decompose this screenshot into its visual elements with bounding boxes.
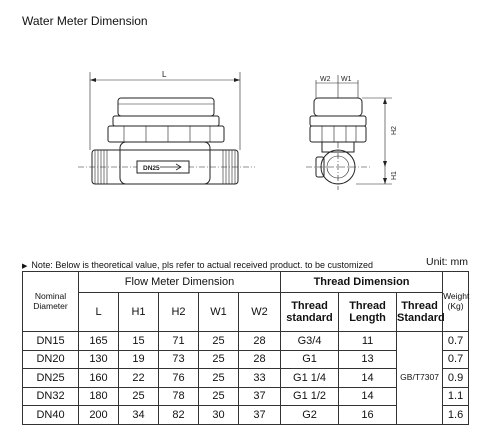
cell-h1: 19 [119,350,159,369]
cell-length: 14 [339,369,397,388]
cell-length: 14 [339,387,397,406]
cell-dn: DN15 [23,332,79,351]
triangle-icon: ▶ [22,263,28,270]
cell-dn: DN40 [23,406,79,425]
cell-w2: 37 [239,387,281,406]
col-thread-standard-type: Thread Standard [397,293,443,332]
cell-h2: 71 [159,332,199,351]
col-l: L [79,293,119,332]
cell-l: 180 [79,387,119,406]
cell-l: 130 [79,350,119,369]
note-text: Note: Below is theoretical value, pls refer to actual received product. to be customized [31,260,374,270]
cell-dn: DN32 [23,387,79,406]
cell-weight: 0.7 [443,332,469,351]
cell-thread: G1 1/4 [281,369,339,388]
cell-h2: 76 [159,369,199,388]
cell-h2: 73 [159,350,199,369]
col-thread-length: Thread Length [339,293,397,332]
cell-w1: 25 [199,350,239,369]
cell-w2: 28 [239,332,281,351]
cell-weight: 1.6 [443,406,469,425]
cell-h1: 34 [119,406,159,425]
table-row [23,332,469,351]
cell-length: 16 [339,406,397,425]
unit-label: Unit: mm [426,256,468,268]
cell-w1: 25 [199,369,239,388]
cell-h1: 25 [119,387,159,406]
cell-w1: 25 [199,387,239,406]
cell-h1: 22 [119,369,159,388]
page-title: Water Meter Dimension [22,14,148,28]
cell-h2: 78 [159,387,199,406]
cell-dn: DN25 [23,369,79,388]
cell-weight: 1.1 [443,387,469,406]
h2-label: H2 [391,126,398,135]
cell-l: 165 [79,332,119,351]
w1-label: W1 [341,76,352,83]
col-w1: W1 [199,293,239,332]
cell-thread: G3/4 [281,332,339,351]
note [22,260,373,270]
col-thread-standard: Thread standard [281,293,339,332]
cell-h1: 15 [119,332,159,351]
cell-l: 200 [79,406,119,425]
cell-thread: G2 [281,406,339,425]
col-h1: H1 [119,293,159,332]
cell-dn: DN20 [23,350,79,369]
cell-weight: 0.9 [443,369,469,388]
thread-dimension-header: Thread Dimension [281,272,443,293]
technical-drawing [0,40,500,250]
cell-weight: 0.7 [443,350,469,369]
cell-h2: 82 [159,406,199,425]
cell-w2: 28 [239,350,281,369]
cell-standard: GB/T7307 [397,332,443,425]
h1-label: H1 [391,171,398,180]
cell-w1: 30 [199,406,239,425]
cell-thread: G1 [281,350,339,369]
dimension-table [22,271,469,425]
length-label: L [162,70,167,79]
nominal-diameter-header: Nominal Diameter [23,272,79,332]
note-row [22,256,468,272]
col-w2: W2 [239,293,281,332]
flow-meter-dimension-header: Flow Meter Dimension [79,272,281,293]
weight-header: Weight (Kg) [443,272,469,332]
cell-w2: 33 [239,369,281,388]
body-marking: DN25 [143,165,160,172]
cell-length: 13 [339,350,397,369]
cell-w1: 25 [199,332,239,351]
cell-w2: 37 [239,406,281,425]
cell-length: 11 [339,332,397,351]
w2-label: W2 [320,76,331,83]
cell-thread: G1 1/2 [281,387,339,406]
cell-l: 160 [79,369,119,388]
col-h2: H2 [159,293,199,332]
